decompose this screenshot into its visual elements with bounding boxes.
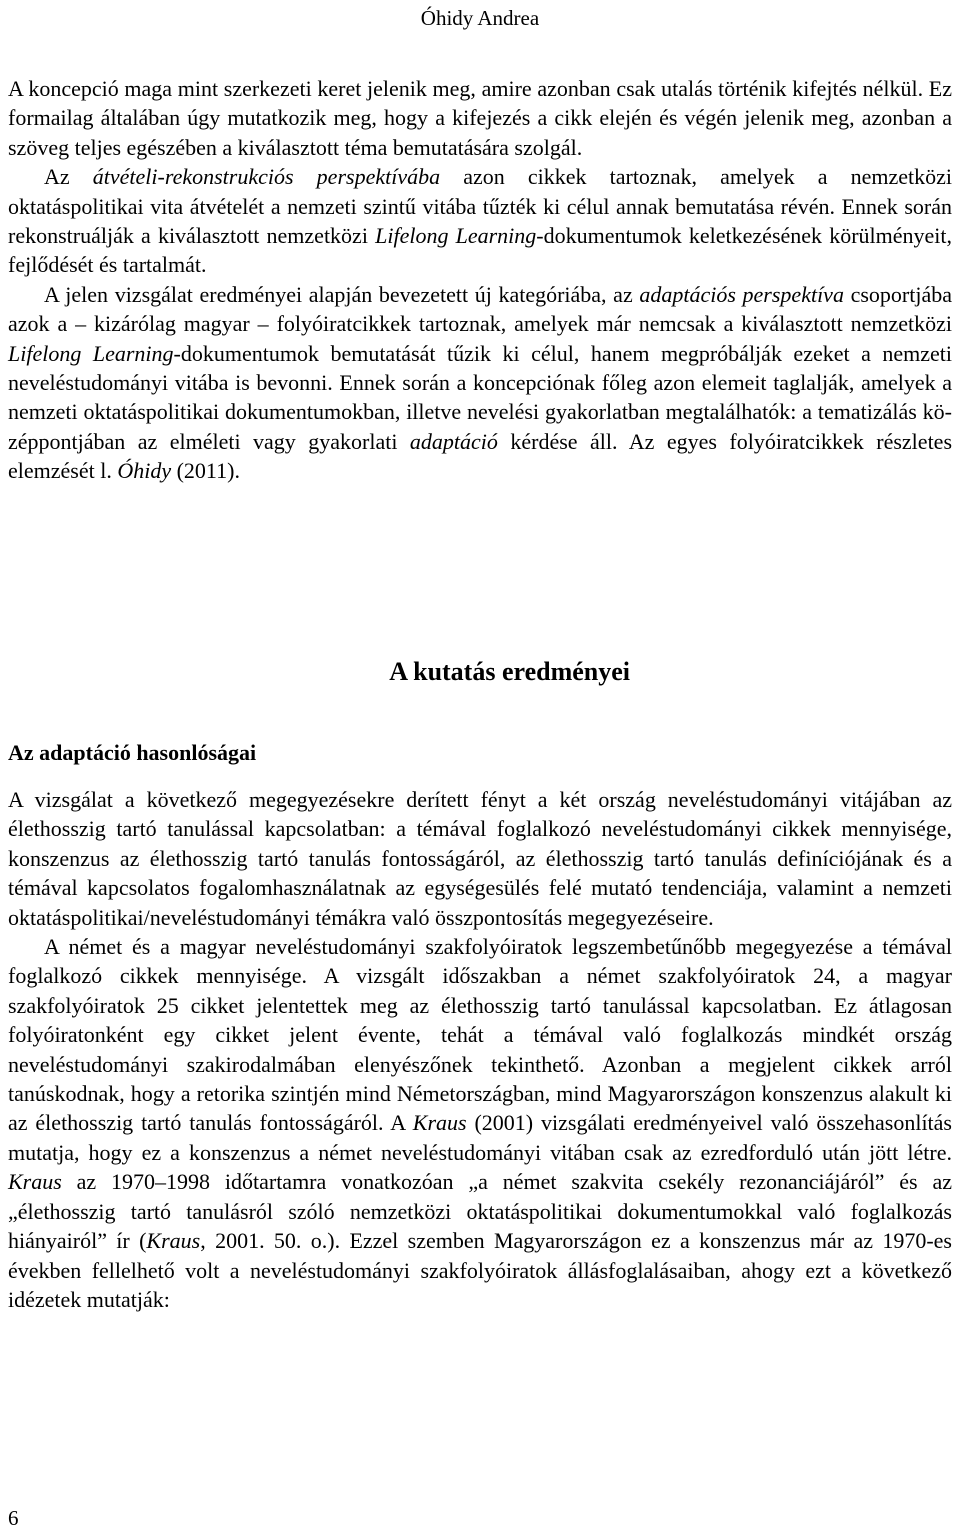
page-number: 6 <box>8 1506 19 1530</box>
author-reference: Kraus <box>412 1110 467 1136</box>
emphasis: Lifelong Learning <box>375 223 537 249</box>
subsection-title: Az adaptáció hasonlóságai <box>8 740 257 765</box>
emphasis: Lifelong Learning <box>8 340 174 366</box>
paragraph-4: A vizsgálat a következő megegyezésekre derített fényt a két ország neveléstudományi vitájában az élethosszig tartó tanulással kapcsolatban: a témával foglalkozó neveléstudományi cikkek mennyisége, konszenzus az élethosszig tartó tanulás fontosságáról, az élethosszig tartó tanulás definíciójának és a témával kapcsolatos fogalomhasználatnak az egységesülés felé mutató tendenciája, valamint a nemzeti oktatáspolitikai/neveléstudományi témákra való összpontosítás megegyezéseire. <box>8 787 952 930</box>
author-reference: Kraus <box>8 1169 62 1195</box>
paragraph-2: Az átvételi-rekonstrukciós perspektívába azon cikkek tartoznak, amelyek a nemzetközi oktatáspolitikai vita átvételét a nemzeti szintű vitába tűzték ki célul annak bemutatása révén. Ennek során rekonstruálják a kiválasztott nemzetközi Lifelong Learning-dokumentumok keletkezésének körülményeit, fejlődését és tartalmát. <box>8 164 953 278</box>
section-title: A kutatás eredményei <box>389 657 630 686</box>
running-header: Óhidy Andrea <box>420 6 540 30</box>
intro-text-block <box>8 74 952 486</box>
paragraph-3: A jelen vizsgálat eredményei alapján bevezetett új kategóriába, az adaptációs perspektíva csoportjába azok a – kizárólag magyar – folyóiratcikkek tartoznak, amelyek már nemcsak a kiválasztott nemzetközi Lifelong Learning-dokumentumok bemutatását tűzik ki célul, hanem megpróbálják ezeket a nemzeti neveléstudományi vitába is bevonni. Ennek során a koncepciónak főleg azon elemeit taglalják, amelyek a nemzeti oktatáspolitikai dokumentumokban, illetve nevelési gyakorlatban megtalálhatók: a tematizálás középpontjában az elméleti vagy gyakorlati adaptáció kérdése áll. Az egyes folyóiratcikkek részletes elemzését l. Óhidy (2011). <box>8 281 953 484</box>
paragraph-1: A koncepció maga mint szerkezeti keret jelenik meg, amire azonban csak utalás történik kifejtés nélkül. Ez formailag általában úgy mutatkozik meg, hogy a kifejezés a cikk elején és végén jelenik meg, azonban a szöveg teljes egészében a kiválasztott téma bemutatására szolgál. <box>8 76 952 160</box>
emphasis: adaptációs perspektíva <box>639 281 844 307</box>
emphasis: adaptáció <box>409 428 498 454</box>
author-reference: Kraus <box>146 1228 201 1254</box>
author-reference: Óhidy <box>117 458 172 484</box>
emphasis: átvételi-rekonstrukciós perspektívába <box>92 164 441 190</box>
paragraph-5: A német és a magyar neveléstudományi szakfolyóiratok legszembetűnőbb megegyezése a témával foglalkozó cikkek mennyisége. A vizsgált időszakban a német szakfolyóiratok 24, a magyar szakfolyóiratok 25 cikket jelentettek meg az élethosszig tartó tanulással kapcsolatban. Ez átlagosan folyóiratonként egy cikket jelent évente, tehát a témával való foglalkozás mindkét ország neveléstudományi szakirodalmában elenyészőnek tekinthető. Azonban a megjelent cikkek arról tanúskodnak, hogy a retorika szintjén mind Németországban, mind Magyarországon konszenzus alakult ki az élethosszig tartó tanulás fontosságáról. A Kraus (2001) vizsgálati eredményeivel való összehasonlítás mutatja, hogy ez a konszenzus a német neveléstudományi vitában csak az ezredforduló után jött létre. Kraus az 1970–1998 időtartamra vonatkozóan „a német szakvita csekély rezonanciájáról” és az „élethosszig tartó tanulásról szóló nemzetközi oktatáspolitikai dokumentumokkal való foglalkozás hiányairól” ír (Kraus, 2001. 50. o.). Ezzel szemben Magyarországon ez a konszenzus már az 1970-es években fellelhető volt a neveléstudományi szakfolyóiratok állásfoglalásaiban, ahogy ezt a következő idézetek mutatják: <box>8 934 952 1312</box>
results-text-block <box>8 785 952 1314</box>
